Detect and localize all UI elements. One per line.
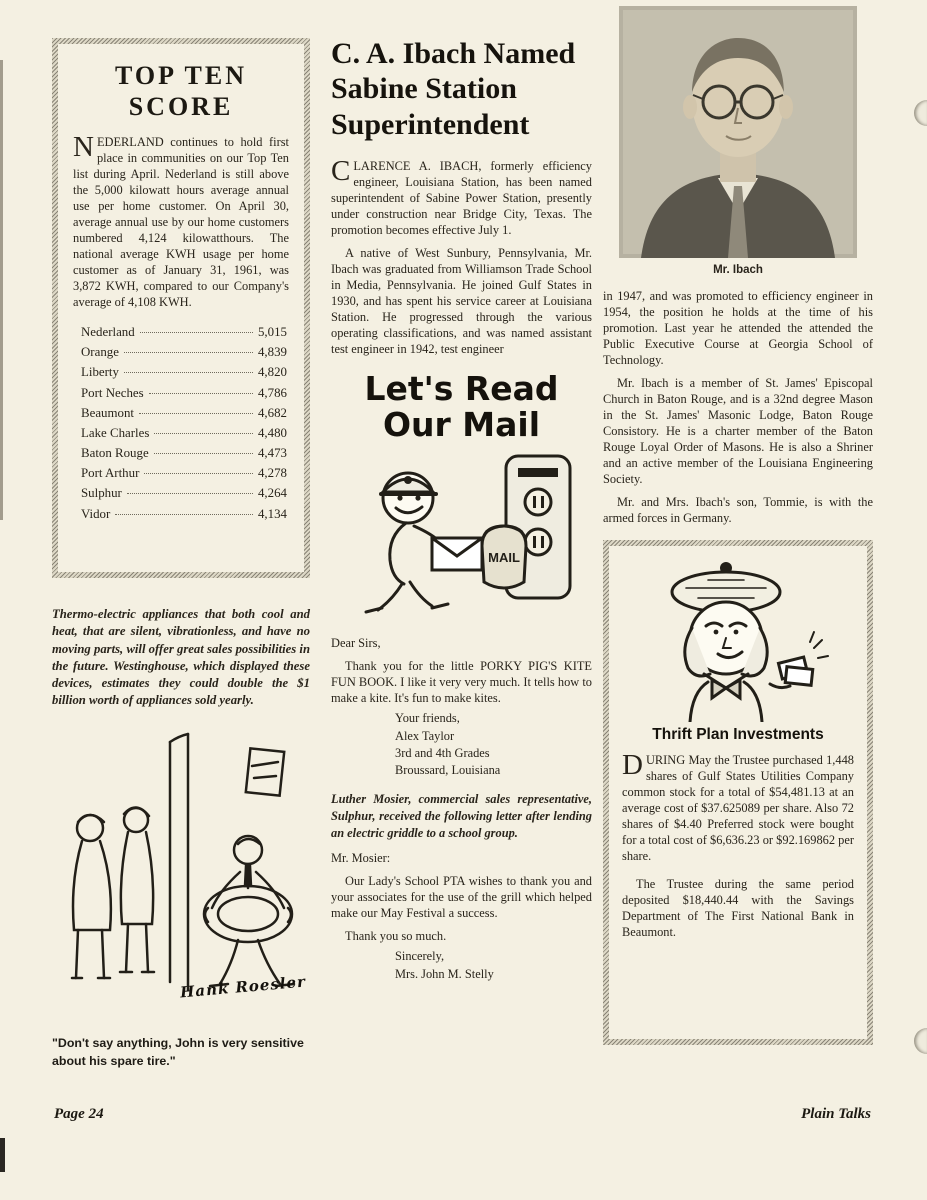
top-ten-title-line1: TOP TEN (114, 61, 248, 90)
cartoon-caption: "Don't say anything, John is very sensitive about his spare tire." (52, 1035, 304, 1069)
table-row (81, 403, 287, 423)
photo-caption: Mr. Ibach (713, 264, 763, 276)
thrift-plan-title: Thrift Plan Investments (652, 726, 824, 743)
city-name: Port Arthur (81, 466, 140, 481)
dot-leader (144, 473, 253, 474)
dot-leader (139, 413, 253, 414)
table-row (81, 504, 287, 524)
signature-line: Your friends, (395, 711, 460, 726)
article-paragraph: Mr. Ibach is a member of St. James' Episcopal Church in Baton Rouge, and is a 32nd degree Mason in the St. James' Masonic Lodge, Baton Rouge Consistory. He is a charter member of the Baton Rouge Loyal Order of Masons. He is also a Shriner and an active member of the Louisiana Engineering Society. (603, 376, 873, 486)
right-column (603, 6, 873, 1045)
thrift-paragraph (622, 749, 854, 864)
letter2-salutation: Mr. Mosier: (331, 851, 391, 866)
city-name: Nederland (81, 324, 135, 339)
cartoonist-signature: Hank Roesler (179, 972, 307, 1002)
reddy-mailman-drawing (336, 450, 588, 626)
letter1-salutation: Dear Sirs, (331, 636, 381, 651)
scan-artifact-corner (0, 1138, 5, 1172)
top-ten-intro-text: EDERLAND continues to hold first place in communities on our Top Ten list during April. Nederland is still above the 5,000 kilowatt hours average annual use per home customer. On April 30, average annual use by our home customers numbered 4,124 kilowatthours. The national average KWH usage per home customer as of January 31, 1961, was 3,872 KWH, compared to our Company's average of 4,108 KWH. (73, 135, 289, 310)
signature-line: 3rd and 4th Grades (395, 745, 490, 760)
publication-name: Plain Talks (801, 1106, 871, 1122)
initial-cap: D (622, 749, 643, 781)
initial-cap: C (331, 155, 351, 188)
city-name: Liberty (81, 365, 119, 380)
editor-note: Luther Mosier, commercial sales representative, Sulphur, received the following letter after lending an electric griddle to a school group. (331, 791, 592, 840)
article-paragraph: Mr. and Mrs. Ibach's son, Tommie, is with the armed forces in Germany. (603, 495, 873, 525)
kwh-value: 5,015 (257, 324, 287, 339)
left-column (52, 38, 310, 1071)
thrift-plan-inner (609, 546, 867, 1039)
city-name: Vidor (81, 506, 111, 521)
top-ten-title-line2: SCORE (128, 92, 234, 122)
headline-line2: Sabine Station (331, 72, 517, 106)
top-ten-score-box (52, 38, 310, 578)
city-name: Port Neches (81, 385, 144, 400)
article-paragraph: A native of West Sunbury, Pennsylvania, Mr. Ibach was graduated from Williamson Trade School in Media, Pennsylvania. He joined Gulf States in 1930, and has spent his service career at Louisiana Station. He progressed through the various operating classifications, and was named assistant test engineer in 1942, test engineer (331, 246, 592, 357)
top-ten-intro (73, 131, 289, 310)
signature-line: Broussard, Louisiana (395, 762, 501, 777)
table-row (81, 322, 287, 342)
city-name: Sulphur (81, 486, 122, 501)
thermo-electric-note: Thermo-electric appliances that both cool and heat, that are silent, vibrationless, and have no moving parts, will offer great sales possibilities in the future. Westinghouse, which displayed these devices, estimates they could double the $1 billion worth of appliances sold yearly. (52, 607, 310, 708)
scan-artifact-edge (0, 60, 3, 520)
article-continuation (603, 288, 873, 526)
dot-leader (149, 393, 253, 394)
kwh-value: 4,820 (257, 365, 287, 380)
signature-line: Sincerely, (395, 949, 445, 964)
ibach-article-body (331, 155, 592, 357)
hole-punch (914, 100, 927, 126)
kwh-value: 4,786 (257, 385, 287, 400)
city-name: Baton Rouge (81, 446, 149, 461)
letter1-body: Thank you for the little PORKY PIG'S KITE FUN BOOK. I like it very very much. It tells how to make a kite. It's fun to make kites. (331, 659, 592, 706)
thrift-plan-box (603, 540, 873, 1045)
dot-leader (124, 352, 253, 353)
top-ten-score-inner (58, 44, 304, 572)
thrifty-scot-illustration (638, 556, 838, 722)
headline-line3: Superintendent (331, 107, 530, 141)
dot-leader (124, 372, 253, 373)
table-row (81, 423, 287, 443)
dot-leader (154, 433, 253, 434)
letter2-body: Our Lady's School PTA wishes to thank you and your associates for the use of the grill which helped make our May Festival a success. (331, 874, 592, 921)
thrift-paragraph-text: URING May the Trustee purchased 1,448 shares of Gulf States Utilities Company common stock for a total of $54,481.13 at an average cost of $37.625089 per share. Also 72 shares of $4.40 Preferred stock were bought for a total cost of $6,636.23 or $92.169862 per share. (622, 753, 854, 863)
lets-read-our-mail-title (331, 371, 592, 442)
ibach-photo (619, 6, 857, 258)
table-row (81, 383, 287, 403)
table-row (81, 484, 287, 504)
city-name: Orange (81, 345, 119, 360)
city-name: Lake Charles (81, 425, 150, 440)
initial-cap: N (73, 131, 94, 164)
dot-leader (154, 453, 253, 454)
ibach-portrait (619, 6, 857, 258)
mail-title-line1: Let's Read (364, 369, 559, 409)
table-row (81, 464, 287, 484)
kwh-value: 4,264 (257, 486, 287, 501)
headline-line1: C. A. Ibach Named (331, 37, 576, 70)
page-number: Page 24 (54, 1106, 104, 1122)
article-paragraph (331, 155, 592, 238)
thrift-paragraph: The Trustee during the same period deposited $18,440.44 with the Savings Department of The First National Bank in Beaumont. (622, 877, 854, 939)
kwh-value: 4,480 (257, 425, 287, 440)
middle-column (331, 36, 592, 983)
article-headline (331, 36, 592, 142)
top-ten-title (73, 60, 289, 122)
mailman-illustration (336, 450, 588, 626)
table-row (81, 444, 287, 464)
table-row (81, 343, 287, 363)
kwh-value: 4,682 (257, 405, 287, 420)
article-paragraph: in 1947, and was promoted to efficiency engineer in 1954, the position he holds at the time of his promotion. Last year he attended the attended the Public Executive Course at Georgia School of Technology. (603, 289, 873, 367)
kwh-value: 4,134 (257, 506, 287, 521)
dot-leader (127, 493, 253, 494)
hole-punch (914, 1028, 927, 1054)
top-ten-list (81, 322, 287, 524)
signature-line: Alex Taylor (395, 728, 455, 743)
kwh-value: 4,839 (257, 345, 287, 360)
mail-bag-label: MAIL (487, 550, 520, 566)
dot-leader (115, 514, 253, 515)
letter2-signature (331, 948, 592, 982)
city-name: Beaumont (81, 405, 134, 420)
kwh-value: 4,473 (257, 446, 287, 461)
dot-leader (140, 332, 253, 333)
signature-line: Mrs. John M. Stelly (395, 966, 494, 981)
spare-tire-cartoon (52, 732, 310, 1022)
letter2-body2: Thank you so much. (345, 929, 447, 944)
scot-drawing (638, 556, 838, 722)
letter1-signature (331, 710, 592, 778)
kwh-value: 4,278 (257, 466, 287, 481)
article-paragraph-text: LARENCE A. IBACH, formerly efficiency engineer, Louisiana Station, has been named superintendent of Sabine Power Station, presently under construction near Bridge City, Texas. The promotion becomes effective July 1. (331, 159, 592, 238)
mail-title-line2: Our Mail (382, 404, 541, 444)
table-row (81, 363, 287, 383)
